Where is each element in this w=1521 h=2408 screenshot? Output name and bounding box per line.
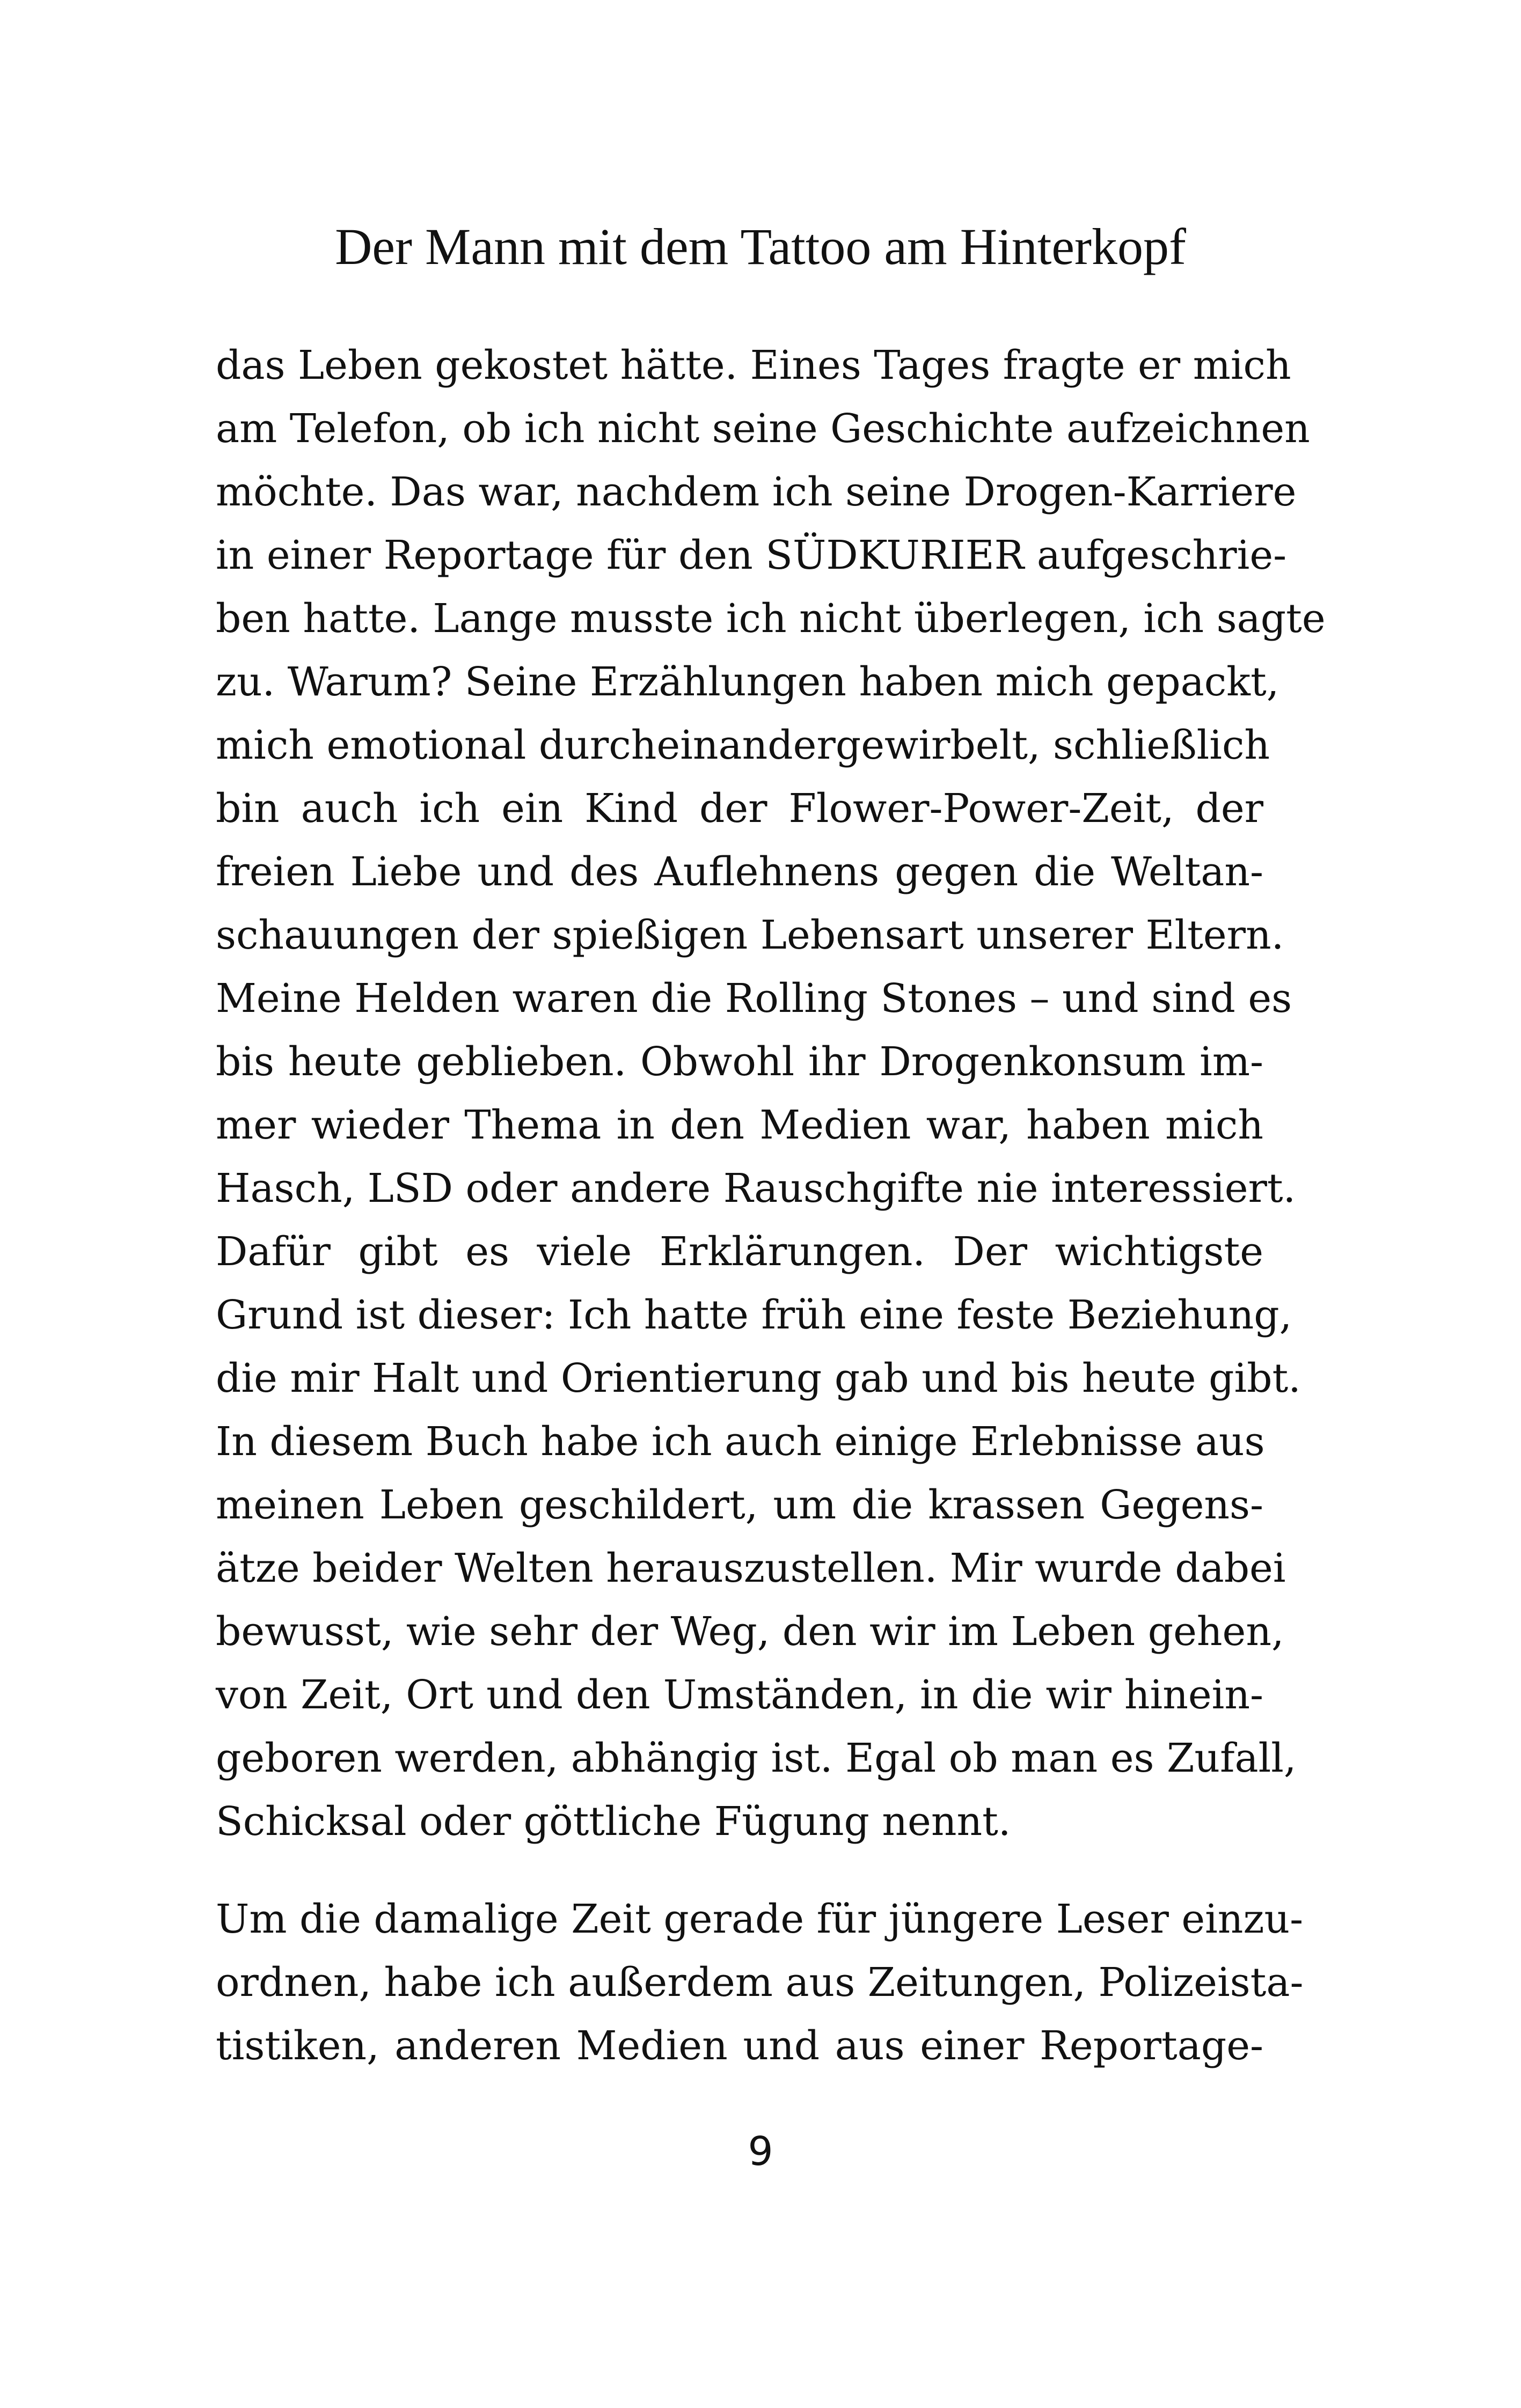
text-line: In diesem Buch habe ich auch einige Erlebnisse aus <box>216 1419 1265 1465</box>
text-line: bewusst, wie sehr der Weg, den wir im Leben gehen, <box>216 1609 1284 1655</box>
text-line: möchte. Das war, nachdem ich seine Drogen-Karriere <box>216 469 1297 515</box>
text-line: meinen Leben geschildert, um die krassen Gegens- <box>216 1482 1263 1528</box>
text-line: Grund ist dieser: Ich hatte früh eine feste Beziehung, <box>216 1292 1292 1338</box>
text-line: bin auch ich ein Kind der Flower-Power-Zeit, der <box>216 785 1263 832</box>
text-line: die mir Halt und Orientierung gab und bis heute gibt. <box>216 1355 1301 1401</box>
paragraph-1 <box>216 334 1326 1853</box>
page-number: 9 <box>748 2128 773 2175</box>
text-line: mer wieder Thema in den Medien war, haben mich <box>216 1102 1263 1148</box>
text-line: ordnen, habe ich außerdem aus Zeitungen, Polizeista- <box>216 1959 1304 2006</box>
text-line: zu. Warum? Seine Erzählungen haben mich gepackt, <box>216 659 1279 705</box>
text-line: in einer Reportage für den SÜDKURIER aufgeschrie- <box>216 532 1287 578</box>
text-line: schauungen der spießigen Lebensart unserer Eltern. <box>216 912 1284 958</box>
text-line: mich emotional durcheinandergewirbelt, schließlich <box>216 722 1270 768</box>
text-line: ben hatte. Lange musste ich nicht überlegen, ich sagte <box>216 596 1326 642</box>
text-line: am Telefon, ob ich nicht seine Geschichte aufzeichnen <box>216 406 1310 452</box>
text-line: Dafür gibt es viele Erklärungen. Der wichtigste <box>216 1229 1263 1275</box>
text-line: freien Liebe und des Auflehnens gegen die Weltan- <box>216 849 1263 895</box>
text-line: Hasch, LSD oder andere Rauschgifte nie interessiert. <box>216 1165 1296 1212</box>
text-line: ätze beider Welten herauszustellen. Mir wurde dabei <box>216 1545 1286 1591</box>
paragraph-2 <box>216 1888 1304 2077</box>
text-line: Meine Helden waren die Rolling Stones – und sind es <box>216 975 1292 1022</box>
text-line: tistiken, anderen Medien und aus einer Reportage- <box>216 2023 1263 2069</box>
text-line: geboren werden, abhängig ist. Egal ob man es Zufall, <box>216 1735 1297 1781</box>
text-line: von Zeit, Ort und den Umständen, in die wir hinein- <box>216 1672 1263 1718</box>
running-head: Der Mann mit dem Tattoo am Hinterkopf <box>335 218 1186 275</box>
text-line: das Leben gekostet hätte. Eines Tages fragte er mich <box>216 342 1291 388</box>
text-line: Um die damalige Zeit gerade für jüngere Leser einzu- <box>216 1896 1304 1942</box>
text-line: Schicksal oder göttliche Fügung nennt. <box>216 1798 1011 1845</box>
text-line: bis heute geblieben. Obwohl ihr Drogenkonsum im- <box>216 1039 1263 1085</box>
